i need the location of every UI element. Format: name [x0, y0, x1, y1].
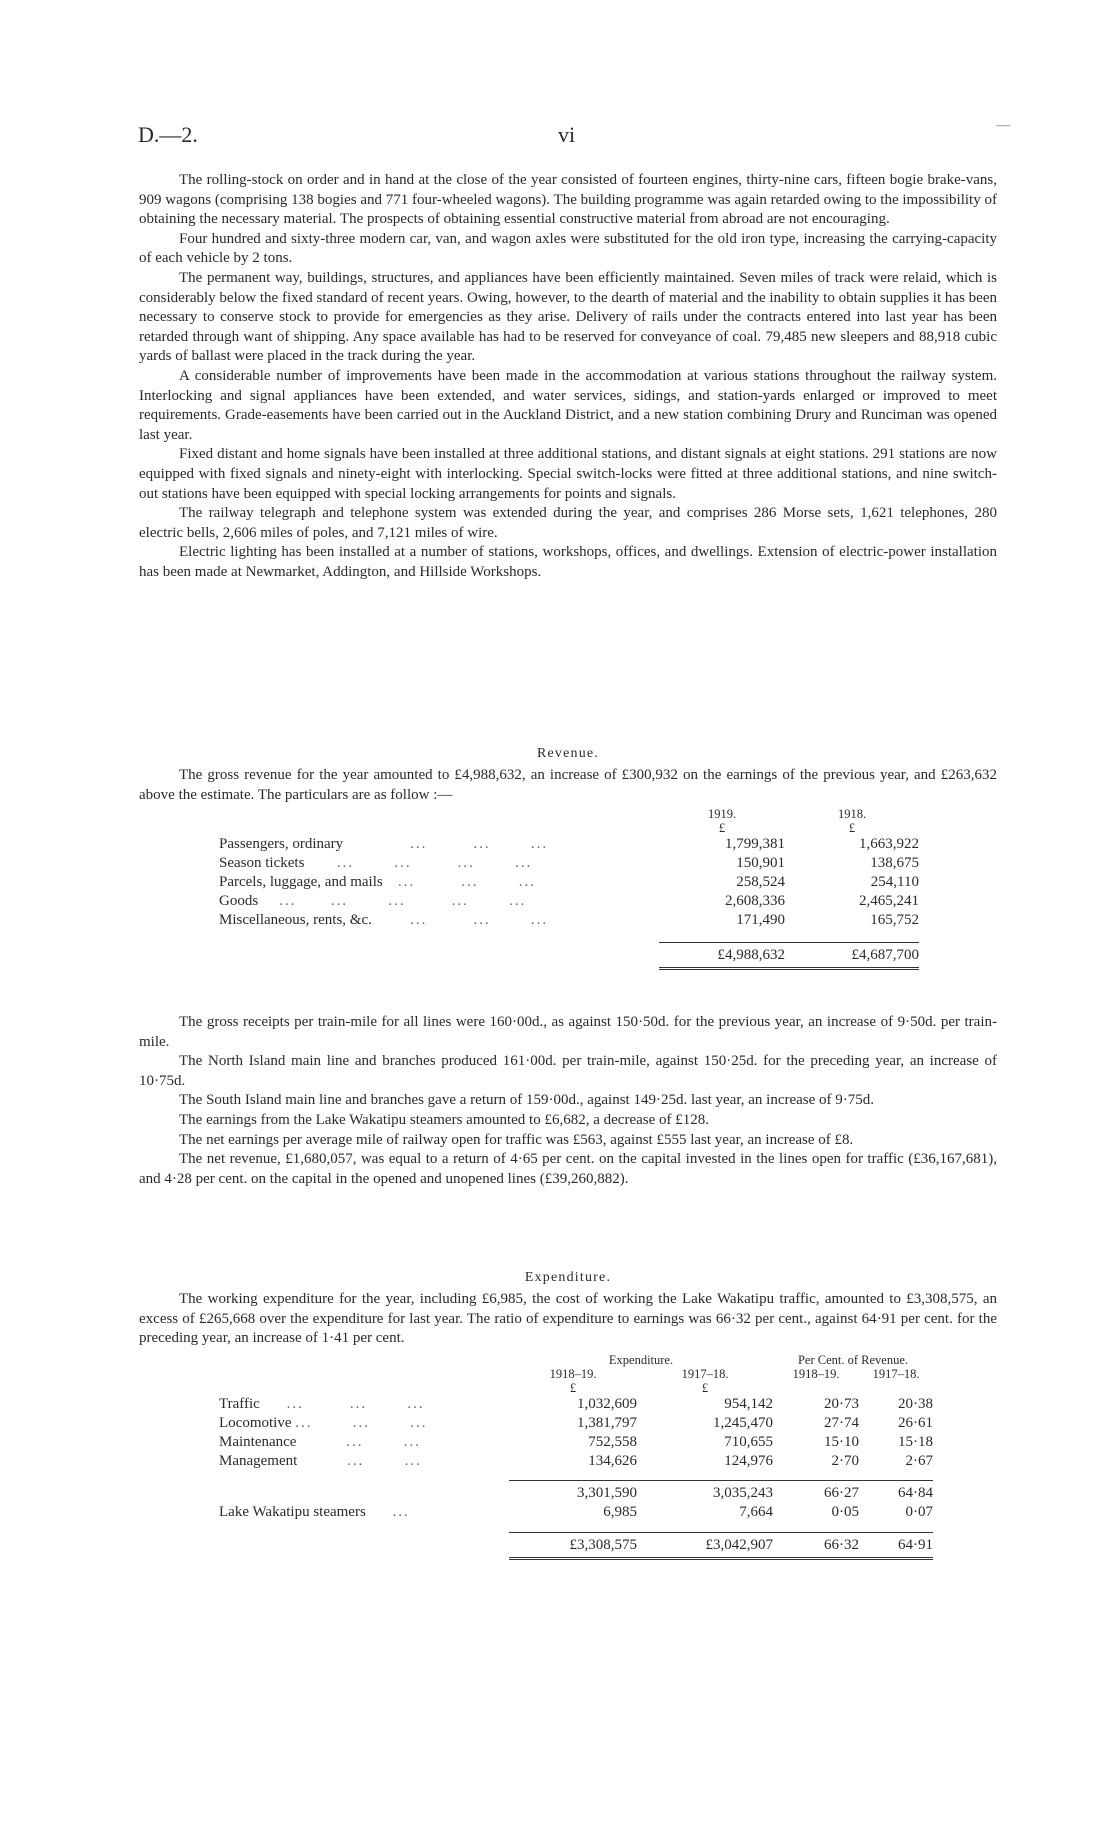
cell-value: 258,524: [736, 874, 785, 891]
row-label: Lake Wakatipu steamers: [219, 1504, 366, 1521]
cell-value: 15·10: [824, 1433, 859, 1450]
revenue-total-1918: £4,687,700: [785, 942, 919, 968]
row-label: Passengers, ordinary: [219, 836, 344, 853]
steamers-earnings-paragraph: The earnings from the Lake Wakatipu steamers amounted to £6,682, a decrease of £128.: [179, 1111, 710, 1128]
cell-value: 124,976: [724, 1452, 773, 1469]
expenditure-intro: The working expenditure for the year, including £6,985, the cost of working the Lake Wakatipu traffic, amounted to £3,308,575, an excess of £265,668 over the expenditure for last year. The ratio of expenditure to earnings was 66·32 per cent., against 64·91 per cent. for the preceding year, an increase of 1·41 per cent.: [139, 1291, 997, 1347]
cell-value: 752,558: [588, 1433, 637, 1450]
electric-lighting-paragraph: Electric lighting has been installed at a number of stations, workshops, offices, and dwellings. Extension of electric-power installation has been made at Newmarket, Addington, and Hillside Workshops.: [139, 544, 997, 580]
cell-value: 6,985: [603, 1504, 637, 1521]
page-header: [138, 118, 1010, 150]
cell-value: 710,655: [724, 1433, 773, 1450]
cell-value: 134,626: [588, 1452, 637, 1469]
percent-group-header: Per Cent. of Revenue.: [797, 1352, 909, 1367]
permanent-way-paragraph: The permanent way, buildings, structures, and appliances have been efficiently maintained. Seven miles of track were relaid, which is considerably below the fixed standard of recent years. Owing, however, to the dearth of material and the inability to obtain supplies it has been necessary to conserve stock to provide for emergencies as they arise. Delivery of rails under the contracts entered into last year has been retarded through want of shipping. Any space available has had to be reserved for conveyance of coal. 79,485 new sleepers and 88,918 cubic yards of ballast were placed in the track during the year.: [139, 269, 997, 365]
gross-receipts-paragraph: The gross receipts per train-mile for all lines were 160·00d., as against 150·50d. for the previous year, an increase of 9·50d. per train-mile.: [139, 1014, 997, 1050]
cell-value: 2·70: [831, 1452, 859, 1469]
leader-dots: ... ... ...: [375, 912, 549, 929]
total-p1: 66·32: [773, 1532, 859, 1558]
table-row: [219, 854, 919, 873]
cell-value: 1,663,922: [859, 836, 919, 853]
revenue-section: [139, 744, 997, 970]
subtotal-e2: 3,035,243: [637, 1481, 773, 1504]
cell-value: 954,142: [724, 1395, 773, 1412]
total-e1: £3,308,575: [509, 1532, 637, 1558]
table-row: [219, 892, 919, 911]
document-reference: D.—2.: [138, 122, 198, 147]
row-label: Management: [219, 1452, 298, 1469]
steamers-row: [219, 1503, 933, 1522]
north-island-paragraph: The North Island main line and branches produced 161·00d. per train-mile, against 150·25d. for the preceding year, an increase of 10·75d.: [139, 1053, 997, 1089]
leader-dots: ... ... ... ... ...: [261, 893, 527, 910]
revenue-col-1918: 1918.: [837, 807, 867, 822]
leader-dots: ... ... ...: [263, 1395, 425, 1412]
cell-value: 2·67: [905, 1452, 933, 1469]
table-row: [219, 873, 919, 892]
cell-value: 20·38: [898, 1395, 933, 1412]
cell-value: 20·73: [824, 1395, 859, 1412]
revenue-heading: Revenue.: [536, 746, 600, 761]
row-label: Locomotive: [219, 1414, 292, 1431]
expenditure-table: [219, 1353, 933, 1560]
telegraph-paragraph: The railway telegraph and telephone system was extended during the year, and comprises 286 Morse sets, 1,621 telephones, 280 electric bells, 2,606 miles of poles, and 7,121 miles of wire.: [139, 505, 997, 541]
cell-value: 1,799,381: [725, 836, 785, 853]
table-row: [219, 1452, 933, 1471]
cell-value: 26·61: [898, 1414, 933, 1431]
cell-value: 171,490: [736, 912, 785, 929]
row-label: Maintenance: [219, 1433, 297, 1450]
cell-value: 150,901: [736, 855, 785, 872]
cell-value: 7,664: [739, 1504, 773, 1521]
cell-value: 1,245,470: [713, 1414, 773, 1431]
cell-value: 138,675: [870, 855, 919, 872]
table-row: [219, 835, 919, 854]
cell-value: 165,752: [870, 912, 919, 929]
total-p2: 64·91: [859, 1532, 933, 1558]
cell-value: 254,110: [870, 874, 919, 891]
row-label: Season tickets: [219, 855, 305, 872]
leader-dots: ... ... ...: [346, 836, 549, 853]
cell-value: 1,381,797: [577, 1414, 637, 1431]
leader-dots: ... ... ...: [386, 874, 536, 891]
expenditure-unit-1918-19: £: [569, 1380, 577, 1395]
leader-dots: ... ... ...: [295, 1414, 428, 1431]
leader-dots: ... ...: [300, 1433, 421, 1450]
revenue-intro: The gross revenue for the year amounted to £4,988,632, an increase of £300,932 on the earnings of the previous year, and £263,632 above the estimate. The particulars are as follow :—: [139, 767, 997, 803]
expenditure-col-1918-19: 1918–19.: [549, 1366, 597, 1381]
revenue-col-1919: 1919.: [707, 807, 737, 822]
percent-col-1917-18: 1917–18.: [872, 1366, 920, 1381]
signals-paragraph: Fixed distant and home signals have been installed at three additional stations, and distant signals at eight stations. 291 stations are now equipped with fixed signals and ninety-eight with interlocking. Special switch-locks were fitted at three additional stations, and nine switch-out stations have been equipped with special locking arrangements for points and signals.: [139, 446, 997, 502]
cell-value: 0·05: [831, 1504, 859, 1521]
revenue-commentary: [139, 1013, 997, 1189]
subtotal-p2: 64·84: [859, 1481, 933, 1504]
row-label: Goods: [219, 893, 259, 910]
subtotal-row: [219, 1481, 933, 1504]
subtotal-e1: 3,301,590: [509, 1481, 637, 1504]
improvements-paragraph: A considerable number of improvements have been made in the accommodation at various stations throughout the railway system. Interlocking and signal appliances have been extended, and water services, sidings, and station-yards enlarged or improved to meet requirements. Grade-easements have been carried out in the Auckland District, and a new station combining Drury and Runciman was opened last year.: [139, 367, 997, 443]
row-label: Miscellaneous, rents, &c.: [219, 912, 372, 929]
expenditure-heading: Expenditure.: [524, 1270, 612, 1285]
row-label: Traffic: [219, 1395, 260, 1412]
table-row: [219, 911, 919, 930]
row-label: Parcels, luggage, and mails: [219, 874, 383, 891]
total-e2: £3,042,907: [637, 1532, 773, 1558]
table-row: [219, 1433, 933, 1452]
subtotal-p1: 66·27: [773, 1481, 859, 1504]
leader-dots: ...: [369, 1504, 410, 1521]
expenditure-group-header: Expenditure.: [608, 1352, 674, 1367]
leader-dots: ... ... ... ...: [308, 855, 533, 872]
net-revenue-paragraph: The net revenue, £1,680,057, was equal to a return of 4·65 per cent. on the capital invested in the lines open for traffic (£36,167,681), and 4·28 per cent. on the capital in the opened and unopened lines (£39,260,882).: [139, 1151, 997, 1187]
expenditure-total-row: [219, 1532, 933, 1558]
revenue-total-1919: £4,988,632: [659, 942, 785, 968]
table-row: [219, 1414, 933, 1433]
cell-value: 1,032,609: [577, 1395, 637, 1412]
expenditure-unit-1917-18: £: [701, 1380, 709, 1395]
net-earnings-paragraph: The net earnings per average mile of railway open for traffic was £563, against £555 last year, an increase of £8.: [179, 1131, 854, 1148]
expenditure-col-1917-18: 1917–18.: [681, 1366, 729, 1381]
cell-value: 2,608,336: [725, 893, 785, 910]
expenditure-section: [139, 1268, 997, 1560]
revenue-unit-1919: £: [718, 821, 726, 836]
intro-section: [139, 171, 997, 582]
percent-col-1918-19: 1918–19.: [792, 1366, 840, 1381]
cell-value: 15·18: [898, 1433, 933, 1450]
table-row: [219, 1395, 933, 1414]
revenue-unit-1918: £: [848, 821, 856, 836]
page-number: vi: [558, 122, 576, 147]
revenue-total-row: [219, 942, 919, 968]
revenue-table: [219, 807, 919, 970]
axles-paragraph: Four hundred and sixty-three modern car, van, and wagon axles were substituted for the old iron type, increasing the carrying-capacity of each vehicle by 2 tons.: [139, 230, 997, 267]
cell-value: 27·74: [824, 1414, 859, 1431]
cell-value: 0·07: [905, 1504, 933, 1521]
leader-dots: ... ...: [301, 1452, 422, 1469]
margin-mark: —: [996, 118, 1010, 133]
rolling-stock-paragraph: The rolling-stock on order and in hand at the close of the year consisted of fourteen engines, thirty-nine cars, fifteen bogie brake-vans, 909 wagons (comprising 138 bogies and 771 four-wheeled wagons). The building programme was again retarded owing to the impossibility of obtaining the necessary material. The prospects of obtaining essential constructive material from abroad are not encouraging.: [139, 172, 997, 228]
south-island-paragraph: The South Island main line and branches gave a return of 159·00d., against 149·25d. last year, an increase of 9·75d.: [179, 1092, 875, 1109]
cell-value: 2,465,241: [859, 893, 919, 910]
